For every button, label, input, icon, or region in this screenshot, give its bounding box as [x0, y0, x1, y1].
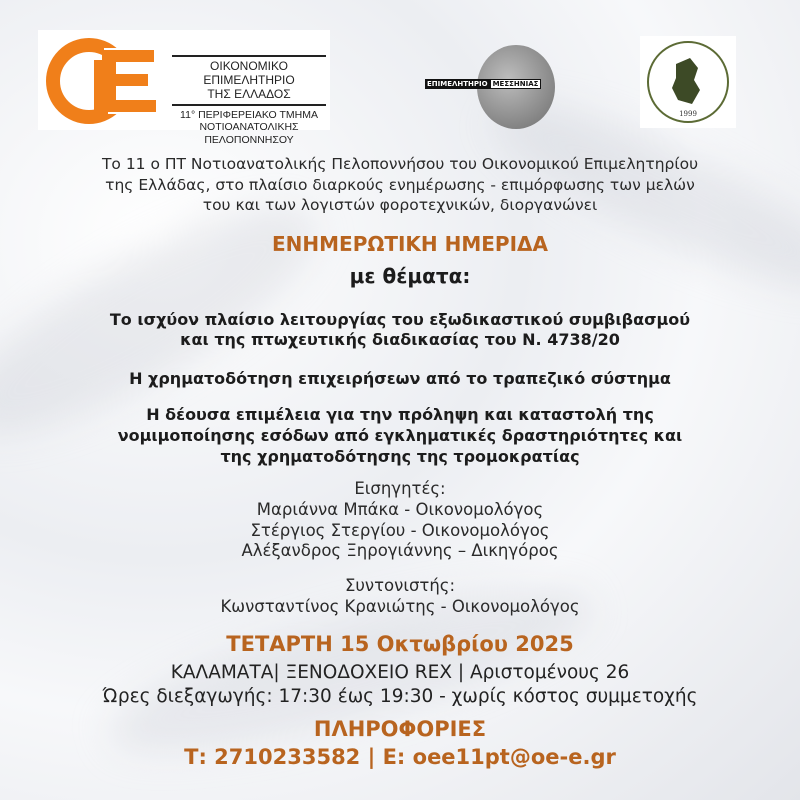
topic-line: νομιμοποίησης εσόδων από εγκληματικές δραστηριότητες και [117, 426, 683, 445]
intro-line: της Ελλάδας, στο πλαίσιο διαρκούς ενημέρωσης - επιμόρφωσης των μελών [105, 176, 695, 194]
speaker: Στέργιος Στεργίου - Οικονομολόγος [250, 521, 550, 540]
oee-department: 11° ΠΕΡΙΦΕΡΕΙΑΚΟ ΤΜΗΜΑ [180, 109, 318, 122]
speaker: Αλέξανδρος Ξηρογιάννης – Δικηγόρος [241, 541, 559, 560]
coordinator-label: Συντονιστής: [344, 576, 456, 595]
topic-line: και της πτωχευτικής διαδικασίας του Ν. 4738/20 [180, 330, 620, 349]
topic-line: Η δέουσα επιμέλεια για την πρόληψη και καταστολή της [146, 405, 654, 424]
topic-line: της χρηματοδότησης της τρομοκρατίας [220, 447, 580, 466]
oee-mark-icon [44, 36, 164, 126]
accountants-union-logo [640, 36, 736, 128]
contact-info: Τ: 2710233582 | Ε: oee11pt@oe-e.gr [184, 745, 616, 769]
speaker: Μαριάννα Μπάκα - Οικονομολόγος [256, 500, 544, 519]
chamber-label: ΕΠΙΜΕΛΗΤΗΡΙΟ [427, 80, 488, 88]
oee-country: ΤΗΣ ΕΛΛΑΔΟΣ [207, 86, 291, 101]
event-title: ΕΝΗΜΕΡΩΤΙΚΗ ΗΜΕΡΙΔΑ [271, 232, 548, 256]
event-date: ΤΕΤΑΡΤΗ 15 Οκτωβρίου 2025 [226, 632, 574, 656]
info-heading: ΠΛΗΡΟΦΟΡΙΕΣ [313, 717, 487, 741]
event-hours: Ώρες διεξαγωγής: 17:30 έως 19:30 - χωρίς κόστος συμμετοχής [102, 686, 698, 707]
topic-line: Η χρηματοδότηση επιχειρήσεων από το τραπεζικό σύστημα [129, 369, 671, 388]
oee-name: ΟΙΚΟΝΟΜΙΚΟ ΕΠΙΜΕΛΗΤΗΡΙΟ [203, 59, 295, 87]
intro-line: του και των λογιστών φοροτεχνικών, διοργανώνει [202, 196, 598, 214]
coordinator: Κωνσταντίνος Κρανιώτης - Οικονομολόγος [220, 597, 580, 616]
speakers-label: Εισηγητές: [354, 479, 446, 498]
chamber-region: ΜΕΣΣΗΝΙΑΣ [490, 79, 542, 89]
union-seal-icon [640, 36, 736, 128]
topic-line: Το ισχύον πλαίσιο λειτουργίας του εξωδικαστικού συμβιβασμού [109, 310, 691, 329]
oee-region: ΝΟΤΙΟΑΝΑΤΟΛΙΚΗΣ ΠΕΛΟΠΟΝΝΗΣΟΥ [199, 121, 299, 146]
oee-logo [38, 30, 330, 146]
topics-heading: με θέματα: [349, 264, 471, 288]
intro-line: Το 11 ο ΠΤ Νοτιοανατολικής Πελοποννήσου του Οικονομικού Επιμελητηρίου [101, 155, 699, 173]
event-venue: ΚΑΛΑΜΑΤΑ| ΞΕΝΟΔΟΧΕΙΟ REX | Αριστομένους 26 [170, 662, 630, 683]
svg-text:1999: 1999 [679, 110, 697, 118]
messinia-chamber-logo [425, 45, 560, 130]
